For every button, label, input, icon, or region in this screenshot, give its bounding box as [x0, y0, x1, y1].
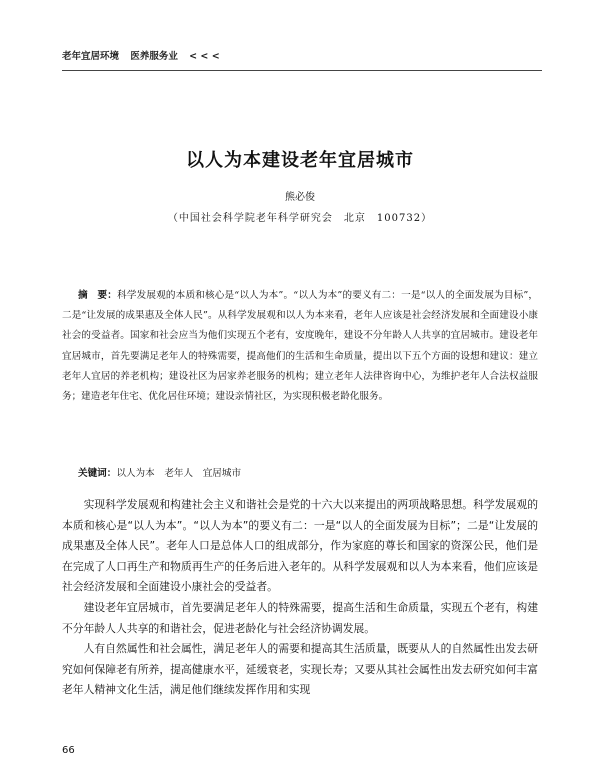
keywords: [62, 465, 538, 483]
running-header: [62, 48, 228, 62]
keywords-text: 以人为本 老年人 宜居城市: [116, 468, 242, 479]
article-affiliation: （中国社会科学院老年科学研究会 北京 100732）: [167, 213, 433, 224]
header-rule: [62, 70, 542, 71]
header-section-2: 医养服务业: [130, 51, 178, 62]
abstract-label: 摘 要：: [78, 290, 118, 301]
body-paragraph: 人有自然属性和社会属性，满足老年人的需要和提高其生活质量，既要从人的自然属性出发去研究如何保障老有所养，提高健康水平，延缓衰老，实现长寿；又要从其社会属性出发去研究如何丰富老年人精神文化生活，满足他们继续发挥作用和实现: [62, 642, 538, 697]
article-author: 熊必俊: [285, 192, 315, 203]
article-body: [62, 495, 538, 701]
keywords-label: 关键词：: [78, 468, 117, 479]
header-arrows: < < <: [189, 51, 220, 62]
header-section-1: 老年宜居环境: [62, 51, 120, 62]
article-title: 以人为本建设老年宜居城市: [186, 150, 414, 171]
body-paragraph: 建设老年宜居城市，首先要满足老年人的特殊需要，提高生活和生命质量，实现五个老有，构建不分年龄人人共享的和谐社会，促进老龄化与社会经济协调发展。: [62, 600, 538, 635]
abstract: [62, 286, 538, 407]
abstract-text: 科学发展观的本质和核心是“以人为本”。“以人为本”的要义有二：一是“以人的全面发展为目标”，二是“让发展的成果惠及全体人民”。从科学发展观和以人为本来看，老年人应该是社会经济发展和全面建设小康社会的受益者。国家和社会应当为他们实现五个老有，安度晚年，建设不分年龄人人共享的宜居城市。建设老年宜居城市，首先要满足老年人的特殊需要，提高他们的生活和生命质量，提出以下五个方面的设想和建议：建立老年人宜居的养老机构；建设社区为居家养老服务的机构；建立老年人法律咨询中心，为维护老年人合法权益服务；建造老年住宅、优化居住环境；建设亲情社区，为实现积极老龄化服务。: [62, 290, 539, 403]
body-paragraph: 实现科学发展观和构建社会主义和谐社会是党的十六大以来提出的两项战略思想。科学发展观的本质和核心是“以人为本”。“以人为本”的要义有二：一是“以人的全面发展为目标”；二是“让发展的成果惠及全体人民”。老年人口是总体人口的组成部分，作为家庭的尊长和国家的资深公民，他们是在完成了人口再生产和物质再生产的任务后进入老年的。从科学发展观和以人为本来看，他们应该是社会经济发展和全面建设小康社会的受益者。: [62, 498, 538, 594]
page-number: 66: [62, 745, 75, 756]
